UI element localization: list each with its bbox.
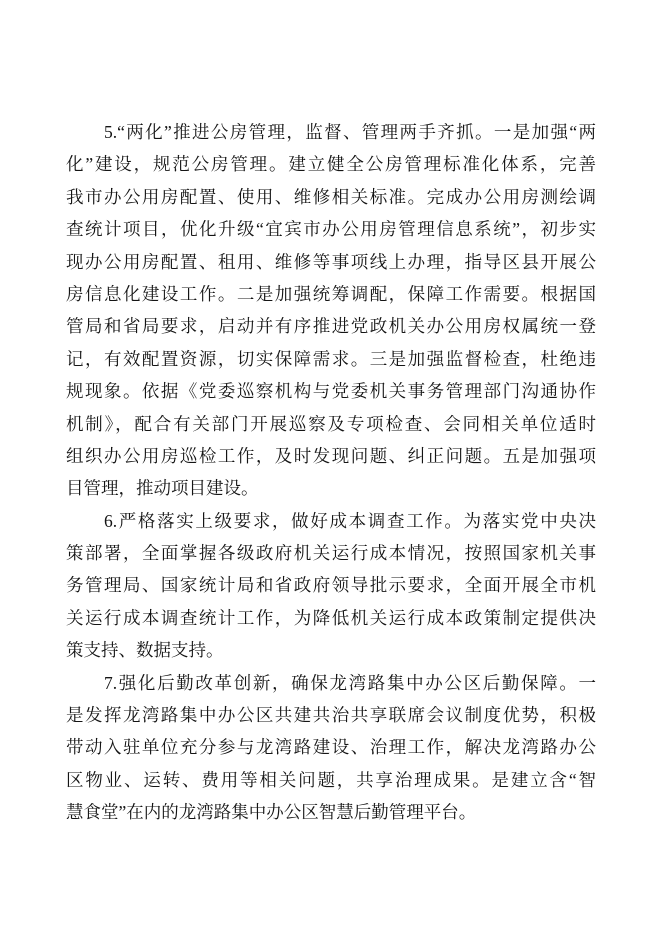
text-line: 目管理，推动项目建设。 <box>66 478 259 499</box>
text-line: 5.“两化”推进公房管理，监督、管理两手齐抓。一是加强“两 <box>104 122 596 142</box>
text-block <box>66 116 596 829</box>
text-line: 组织办公用房巡检工作，及时发现问题、纠正问题。五是加强项 <box>66 445 596 466</box>
text-line: 慧食堂”在内的龙湾路集中办公区智慧后勤管理平台。 <box>66 802 477 823</box>
text-line: 房信息化建设工作。二是加强统筹调配，保障工作需要。根据国 <box>66 283 596 304</box>
paragraph-item-5 <box>66 116 596 505</box>
text-line: 7.强化后勤改革创新，确保龙湾路集中办公区后勤保障。一 <box>104 672 596 693</box>
text-line: 6.严格落实上级要求，做好成本调查工作。为落实党中央决 <box>104 510 596 531</box>
text-line: 查统计项目，优化升级“宜宾市办公用房管理信息系统”，初步实 <box>66 219 596 240</box>
text-line: 策部署，全面掌握各级政府机关运行成本情况，按照国家机关事 <box>66 543 596 564</box>
text-line: 规现象。依据《党委巡察机构与党委机关事务管理部门沟通协作 <box>66 381 596 402</box>
text-line: 记，有效配置资源，切实保障需求。三是加强监督检查，杜绝违 <box>66 348 596 369</box>
text-line: 关运行成本调查统计工作，为降低机关运行成本政策制定提供决 <box>66 607 596 628</box>
text-line: 务管理局、国家统计局和省政府领导批示要求，全面开展全市机 <box>66 575 596 596</box>
text-line: 带动入驻单位充分参与龙湾路建设、治理工作，解决龙湾路办公 <box>66 737 596 758</box>
text-line: 管局和省局要求，启动并有序推进党政机关办公用房权属统一登 <box>66 316 596 337</box>
text-line: 机制》，配合有关部门开展巡察及专项检查、会同相关单位适时 <box>66 413 596 434</box>
paragraph-item-7 <box>66 667 596 829</box>
text-line: 是发挥龙湾路集中办公区共建共治共享联席会议制度优势，积极 <box>66 705 596 726</box>
text-line: 化”建设，规范公房管理。建立健全公房管理标准化体系，完善 <box>66 154 596 175</box>
text-line: 现办公用房配置、租用、维修等事项线上办理，指导区县开展公 <box>66 251 596 272</box>
paragraph-item-6 <box>66 505 596 667</box>
text-line: 策支持、数据支持。 <box>66 640 224 661</box>
text-line: 我市办公用房配置、使用、维修相关标准。完成办公用房测绘调 <box>66 186 596 207</box>
text-line: 区物业、运转、费用等相关问题，共享治理成果。是建立含“智 <box>66 769 596 790</box>
